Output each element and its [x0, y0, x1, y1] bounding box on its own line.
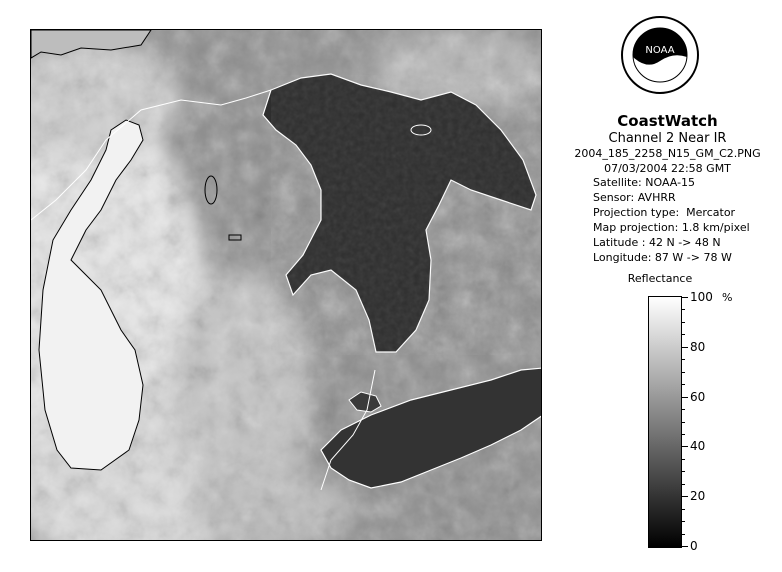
colorbar-tick: [682, 496, 688, 497]
colorbar-minor-tick: [682, 484, 685, 485]
longitude-info: Longitude: 87 W -> 78 W: [593, 251, 732, 264]
colorbar-tick-label: 40: [690, 439, 706, 454]
colorbar-minor-tick: [682, 534, 685, 535]
app-title: CoastWatch: [617, 112, 718, 130]
colorbar-tick: [682, 546, 688, 547]
colorbar-tick-label: 20: [690, 489, 706, 504]
colorbar-title: Reflectance: [627, 272, 693, 285]
latitude-info: Latitude : 42 N -> 48 N: [593, 236, 721, 249]
colorbar-tick-label: 80: [690, 339, 706, 354]
colorbar-minor-tick: [682, 471, 685, 472]
colorbar-minor-tick: [682, 359, 685, 360]
noaa-logo-text: NOAA: [645, 45, 675, 56]
colorbar-tick: [682, 297, 688, 298]
satellite-info: Satellite: NOAA-15: [593, 176, 696, 189]
colorbar-minor-tick: [682, 521, 685, 522]
colorbar-tick-label: 60: [690, 389, 706, 404]
colorbar-minor-tick: [682, 334, 685, 335]
colorbar-minor-tick: [682, 322, 685, 323]
colorbar-minor-tick: [682, 459, 685, 460]
satellite-map: [30, 29, 542, 541]
acquisition-datetime: 07/03/2004 22:58 GMT: [604, 162, 731, 175]
projection-type-info: Projection type: Mercator: [593, 206, 736, 219]
colorbar-minor-tick: [682, 434, 685, 435]
sensor-info: Sensor: AVHRR: [593, 191, 676, 204]
channel-subtitle: Channel 2 Near IR: [608, 131, 727, 146]
colorbar-minor-tick: [682, 409, 685, 410]
image-filename: 2004_185_2258_N15_GM_C2.PNG: [574, 147, 761, 160]
colorbar-tick: [682, 397, 688, 398]
colorbar-minor-tick: [682, 309, 685, 310]
colorbar-minor-tick: [682, 372, 685, 373]
map-projection-info: Map projection: 1.8 km/pixel: [593, 221, 750, 234]
colorbar-tick-label: 0: [690, 539, 698, 553]
colorbar-unit: %: [722, 291, 733, 304]
colorbar-tick: [682, 347, 688, 348]
colorbar-minor-tick: [682, 509, 685, 510]
colorbar-minor-tick: [682, 384, 685, 385]
colorbar-tick: [682, 446, 688, 447]
map-image: [31, 30, 542, 541]
noaa-logo-icon: [620, 15, 700, 95]
water-texture: [271, 75, 541, 355]
reflectance-colorbar: [648, 296, 682, 548]
colorbar-tick-label: 100: [690, 290, 713, 304]
colorbar-minor-tick: [682, 422, 685, 423]
